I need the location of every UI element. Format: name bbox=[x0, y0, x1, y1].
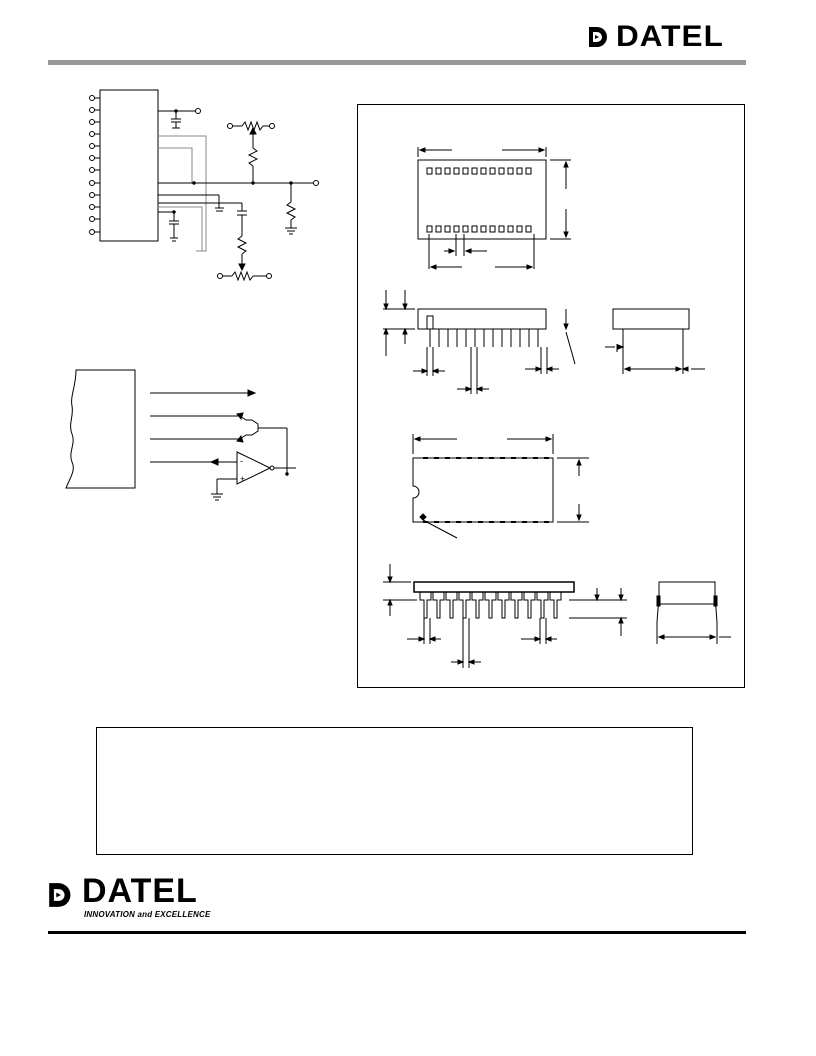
host-device-outline bbox=[66, 370, 135, 488]
note-box bbox=[96, 727, 693, 855]
datel-logo-mark-icon bbox=[48, 882, 74, 908]
end-view-package bbox=[613, 309, 689, 329]
footer-rule bbox=[48, 931, 746, 934]
header-logo bbox=[588, 20, 748, 53]
side-view-package bbox=[418, 309, 546, 329]
dip-top-view-package bbox=[413, 458, 553, 522]
mechanical-outline bbox=[357, 104, 745, 688]
footer-brand-name: DATEL bbox=[82, 872, 198, 910]
interface-diagram bbox=[60, 366, 300, 506]
connection-schematic bbox=[84, 86, 344, 286]
top-view-pins-top bbox=[427, 168, 531, 174]
module-pins bbox=[90, 96, 101, 235]
header-rule bbox=[48, 60, 746, 65]
dip-side-view-package bbox=[414, 582, 574, 592]
dip-side-view-leads bbox=[420, 592, 561, 618]
dip-end-view-package bbox=[659, 582, 715, 604]
top-view-package bbox=[418, 160, 546, 239]
module-body bbox=[100, 90, 158, 241]
dip-top-view-pins bbox=[423, 458, 549, 522]
top-view-pins-bottom bbox=[427, 226, 531, 232]
datel-logo-mark-icon bbox=[588, 26, 610, 48]
svg-text:+: + bbox=[240, 474, 246, 484]
svg-text:-: - bbox=[240, 456, 243, 466]
header-brand-name: DATEL bbox=[616, 20, 724, 53]
footer-tagline: INNOVATION and EXCELLENCE bbox=[84, 910, 211, 919]
side-view-leads bbox=[427, 316, 538, 347]
